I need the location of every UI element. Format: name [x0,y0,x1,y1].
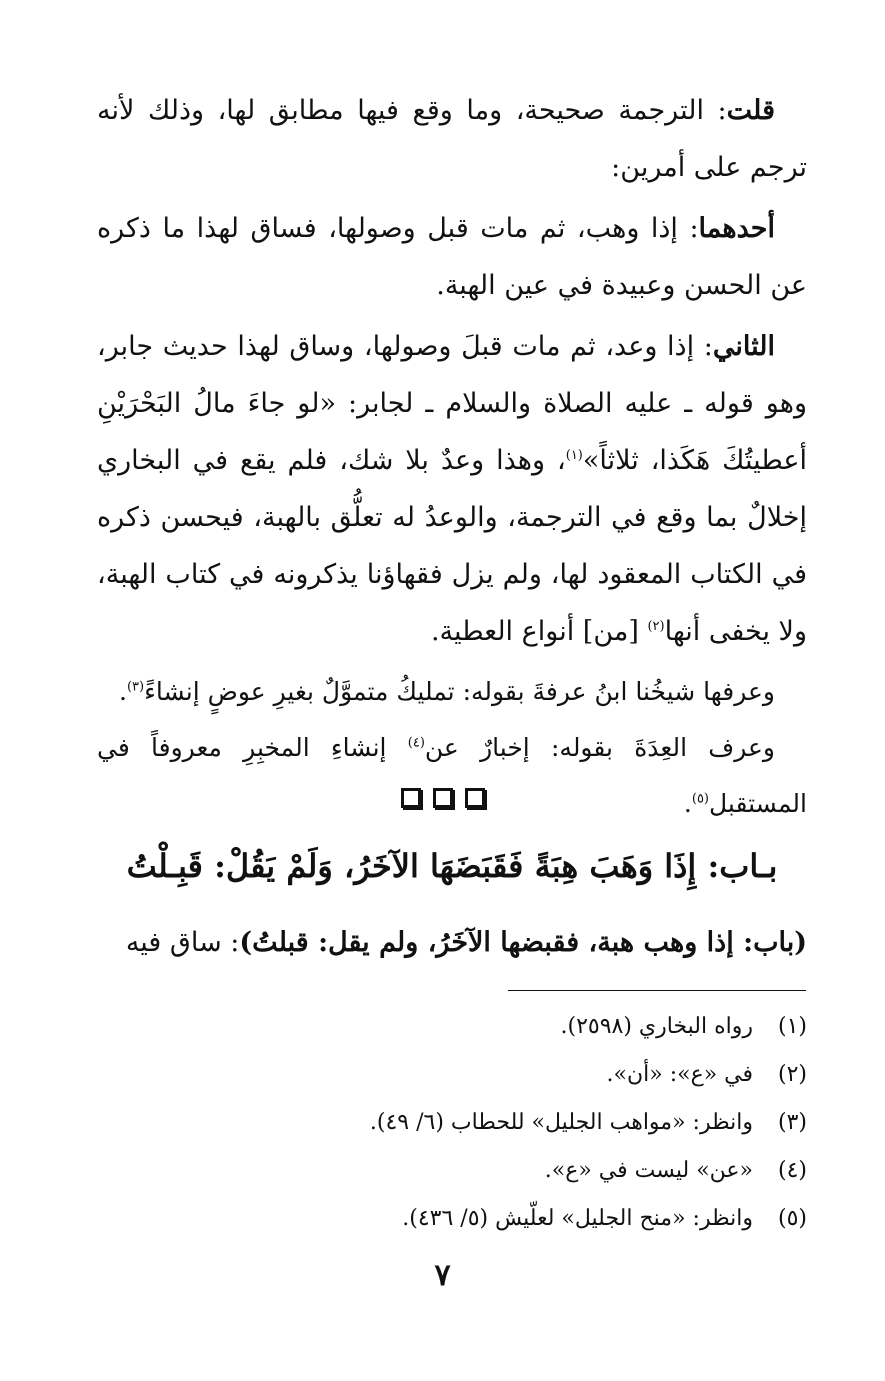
footnote-ref: (١) [565,448,583,463]
footnote-ref: (٢) [647,619,665,634]
paragraph-2 [97,200,807,314]
paragraph-end: . [683,789,692,818]
paragraph-text: إنشاءِ المخبِرِ معروفاً في المستقبل [97,733,807,818]
square-ornament-icon [465,788,485,808]
footnote-text: «عن» ليست في «ع». [544,1158,753,1183]
footnote [97,1195,807,1243]
footnote-text: في «ع»: «أن». [606,1062,753,1087]
footnote-text: وانظر: «منح الجليل» لعلّيش (٥/ ٤٣٦). [402,1206,753,1231]
chapter-first-line-text: : ساق فيه [125,927,240,958]
footnote-divider [508,990,806,991]
chapter-heading [97,836,807,896]
footnotes [97,1003,807,1243]
footnote-ref: (٣) [126,679,145,695]
section-ornament [0,788,885,808]
paragraph-text: : إذا وعد، ثم مات قبلَ وصولها، وساق لهذا حديث جابر، وهو قوله ـ عليه الصلاة والسلام ـ لجابر: «لو جاءَ مالُ البَحْرَيْنِ أعطيتُكَ هَكَذا، ثلاثاً» [97,331,807,476]
paragraph-lead: أحدهما [698,213,775,244]
paragraph-3 [97,318,807,660]
footnote-number: (٣) [777,1110,807,1135]
chapter-heading-title: : إِذَا وَهَبَ هِبَةً فَقَبَضَهَا الآخَرُ، وَلَمْ يَقُلْ: قَبِـلْتُ [126,847,720,885]
paragraph-4 [97,664,807,720]
footnote-ref: (٤) [407,735,425,751]
paragraph-text: ، وهذا وعدٌ بلا شك، فلم يقع في البخاري إخلالٌ بما وقع في الترجمة، والوعدُ له تعلُّق بالهبة، فيحسن ذكره في الكتاب المعقود لها، ولم يزل فقهاؤنا يذكرونه في كتاب الهبة، ولا يخفى أنها [97,445,807,647]
paragraph-lead: الثاني [712,331,775,362]
footnote-text: رواه البخاري (٢٥٩٨). [560,1014,753,1039]
paragraph-end: . [118,677,127,706]
footnote [97,1147,807,1195]
footnote-text: وانظر: «مواهب الجليل» للحطاب (٦/ ٤٩). [369,1110,753,1135]
chapter-first-line [97,914,807,971]
paragraph-5 [97,720,807,832]
paragraph-text: : إذا وهب، ثم مات قبل وصولها، فساق لهذا ما ذكره عن الحسن وعبيدة في عين الهبة. [97,213,807,301]
footnote-number: (١) [777,1014,807,1039]
footnote [97,1003,807,1051]
footnote-number: (٤) [777,1158,807,1183]
footnote [97,1051,807,1099]
chapter-heading-bab: بـاب [719,847,778,885]
footnote [97,1099,807,1147]
main-text [97,82,807,832]
paragraph-1 [97,82,807,196]
square-ornament-icon [433,788,453,808]
paragraph-text: : الترجمة صحيحة، وما وقع فيها مطابق لها، وذلك لأنه ترجم على أمرين: [97,95,807,183]
paragraph-text: وعرف العِدَةَ بقوله: إخبارٌ عن [424,733,775,762]
footnote-number: (٥) [777,1206,807,1231]
paragraph-text: وعرفها شيخُنا ابنُ عرفةَ بقوله: تمليكُ متموَّلٌ بغيرِ عوضٍ إنشاءً [144,677,775,706]
paragraph-text: [من] أنواع العطية. [430,616,648,647]
square-ornament-icon [401,788,421,808]
footnote-ref: (٥) [691,791,709,807]
chapter-quote: (باب: إذا وهب هبة، فقبضها الآخَرُ، ولم يقل: قبلتُ) [239,927,807,958]
footnote-number: (٢) [777,1062,807,1087]
paragraph-lead: قلت [726,95,775,126]
page-number: ٧ [434,1258,451,1293]
